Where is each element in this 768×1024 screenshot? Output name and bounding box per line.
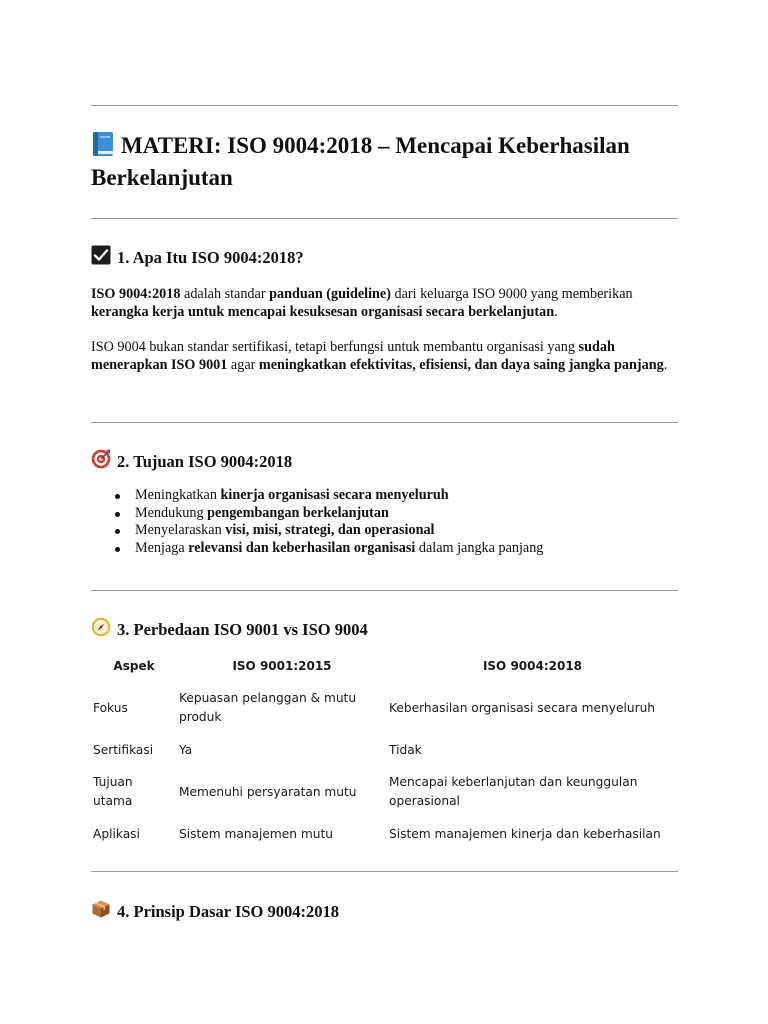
check-mark-icon — [91, 245, 111, 270]
table-cell: Ya — [179, 742, 193, 757]
list-item — [91, 487, 543, 505]
package-icon — [91, 899, 111, 924]
section-heading-text: 2. Tujuan ISO 9004:2018 — [117, 451, 293, 471]
divider — [91, 105, 678, 106]
table-cell: Aplikasi — [93, 826, 140, 841]
section-heading-text: 4. Prinsip Dasar ISO 9004:2018 — [117, 901, 340, 921]
text: . — [554, 304, 558, 320]
divider — [91, 590, 678, 591]
page-title-text: MATERI: ISO 9004:2018 – Mencapai Keberhasilan Berkelanjutan — [91, 132, 630, 190]
section-heading-2 — [91, 449, 292, 474]
list-item — [91, 522, 543, 540]
table-cell: Tidak — [389, 742, 422, 757]
column-header: ISO 9004:2018 — [482, 658, 583, 673]
divider — [91, 218, 678, 219]
bold-text: kerangka kerja untuk mencapai kesuksesan organisasi secara berkelanjutan — [91, 304, 555, 320]
table-row — [91, 820, 678, 848]
section-heading-text: 3. Perbedaan ISO 9001 vs ISO 9004 — [117, 619, 368, 639]
section-heading-3 — [91, 617, 368, 642]
bold-text: meningkatkan efektivitas, efisiensi, dan daya saing jangka panjang — [258, 357, 664, 373]
target-icon — [91, 449, 111, 474]
list-item — [91, 505, 543, 523]
text: ISO 9004 bukan standar sertifikasi, tetapi berfungsi untuk membantu organisasi yang — [91, 339, 579, 355]
bold-text: relevansi dan keberhasilan organisasi — [188, 539, 416, 556]
text: Menyelaraskan — [135, 522, 226, 539]
text: Menjaga — [135, 539, 189, 556]
section-heading-1 — [91, 245, 304, 270]
list-item — [91, 540, 543, 558]
text: dari keluarga ISO 9000 yang memberikan — [390, 286, 633, 302]
column-header: ISO 9001:2015 — [232, 658, 332, 673]
table-row — [91, 764, 678, 820]
paragraph-purpose — [91, 338, 678, 374]
section-heading-4 — [91, 899, 339, 924]
table-cell: Kepuasan pelanggan & mutu produk — [179, 691, 357, 724]
page-title — [91, 131, 678, 192]
paragraph-definition — [91, 285, 678, 321]
text: adalah standar — [180, 286, 270, 302]
table-header-row — [91, 652, 678, 680]
table-cell: Fokus — [93, 700, 128, 715]
column-header: Aspek — [113, 658, 155, 673]
bold-text: kinerja organisasi secara menyeluruh — [220, 487, 449, 503]
bold-text: sudah menerapkan ISO 9001 — [91, 339, 615, 373]
blue-book-icon — [91, 131, 115, 164]
table-cell: Tujuan utama — [93, 775, 133, 808]
bold-text: panduan (guideline) — [269, 286, 391, 302]
bold-text: ISO 9004:2018 — [91, 286, 181, 302]
text: . — [663, 357, 668, 373]
table-row — [91, 736, 678, 764]
compass-icon — [91, 617, 111, 642]
comparison-table — [91, 652, 678, 848]
divider — [91, 871, 678, 872]
table-cell: Sertifikasi — [93, 742, 154, 757]
divider — [91, 422, 678, 423]
text: Mendukung — [135, 504, 208, 521]
table-cell: Keberhasilan organisasi secara menyeluruh — [389, 700, 656, 715]
table-cell: Sistem manajemen mutu — [179, 826, 333, 841]
table-cell: Mencapai keberlanjutan dan keunggulan operasional — [389, 775, 638, 808]
bold-text: visi, misi, strategi, dan operasional — [225, 522, 435, 539]
goals-list — [91, 487, 543, 557]
text: agar — [227, 357, 259, 373]
bold-text: pengembangan berkelanjutan — [207, 504, 389, 521]
table-cell: Sistem manajemen kinerja dan keberhasilan — [389, 826, 661, 841]
section-heading-text: 1. Apa Itu ISO 9004:2018? — [117, 247, 304, 267]
text: dalam jangka panjang — [415, 539, 544, 556]
table-cell: Memenuhi persyaratan mutu — [179, 784, 357, 799]
text: Meningkatkan — [135, 487, 221, 503]
table-row — [91, 680, 678, 736]
